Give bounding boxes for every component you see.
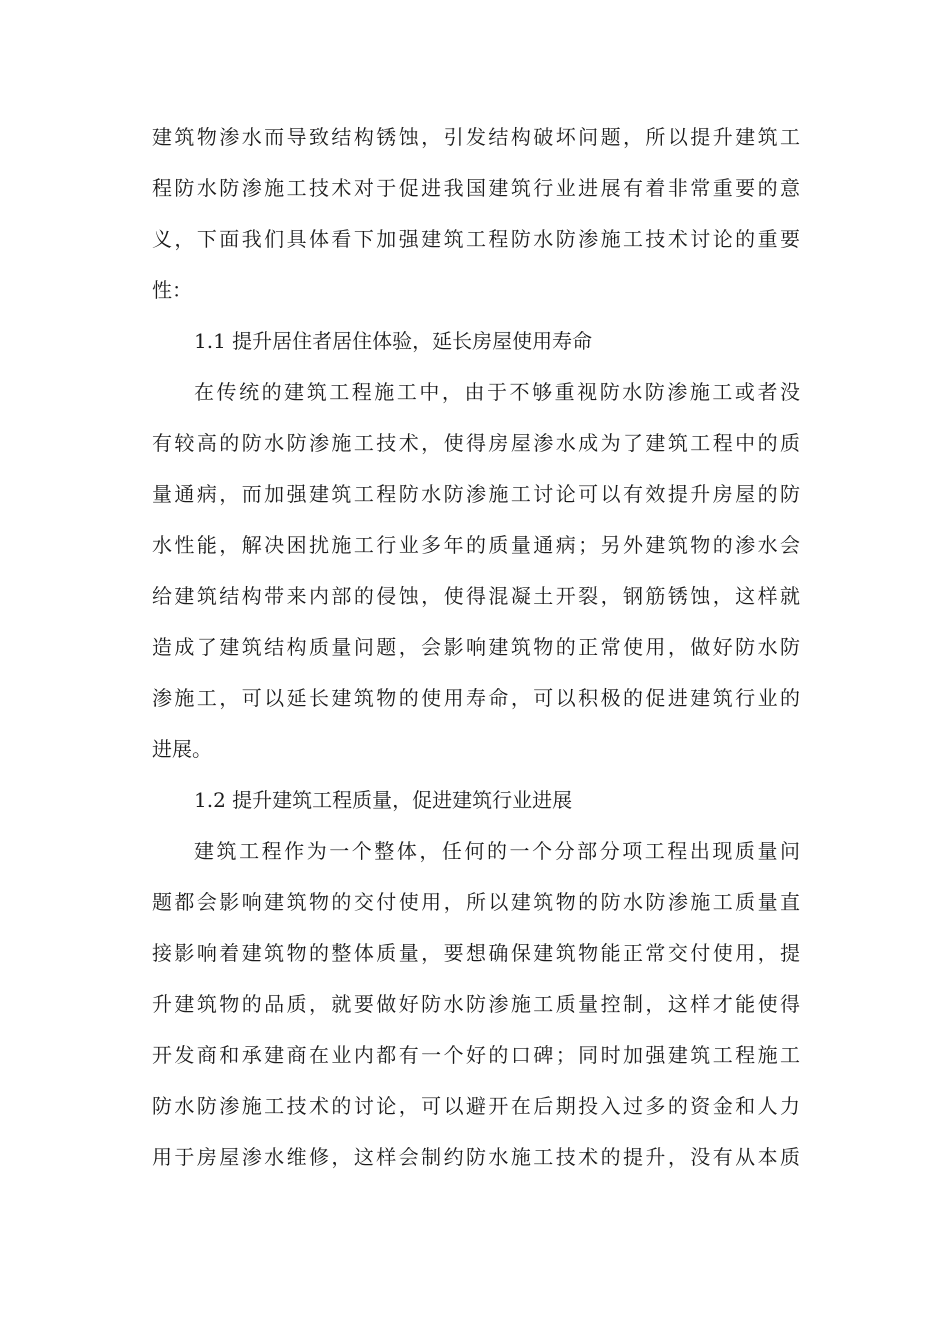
text-line: 在传统的建筑工程施工中，由于不够重视防水防渗施工或者没 bbox=[194, 380, 800, 404]
text-line: 升建筑物的品质，就要做好防水防渗施工质量控制，这样才能使得 bbox=[152, 992, 800, 1016]
text-line: 防水防渗施工技术的讨论，可以避开在后期投入过多的资金和人力 bbox=[152, 1094, 800, 1118]
text-line: 题都会影响建筑物的交付使用，所以建筑物的防水防渗施工质量直 bbox=[152, 890, 800, 914]
text-line: 性： bbox=[152, 278, 192, 302]
text-line: 渗施工，可以延长建筑物的使用寿命，可以积极的促进建筑行业的 bbox=[152, 686, 800, 710]
document-body bbox=[152, 112, 800, 1183]
text-line: 给建筑结构带来内部的侵蚀，使得混凝土开裂，钢筋锈蚀，这样就 bbox=[152, 584, 800, 608]
text-line: 建筑工程作为一个整体，任何的一个分部分项工程出现质量问 bbox=[194, 839, 800, 863]
text-line: 量通病，而加强建筑工程防水防渗施工讨论可以有效提升房屋的防 bbox=[152, 482, 800, 506]
text-line: 程防水防渗施工技术对于促进我国建筑行业进展有着非常重要的意 bbox=[152, 176, 800, 200]
text-line: 接影响着建筑物的整体质量，要想确保建筑物能正常交付使用，提 bbox=[152, 941, 800, 965]
section-heading-1-2: 1.2 提升建筑工程质量，促进建筑行业进展 bbox=[194, 788, 573, 812]
text-line: 建筑物渗水而导致结构锈蚀，引发结构破坏问题，所以提升建筑工 bbox=[152, 125, 800, 149]
text-line: 义，下面我们具体看下加强建筑工程防水防渗施工技术讨论的重要 bbox=[152, 227, 800, 251]
section-heading-1-1: 1.1 提升居住者居住体验，延长房屋使用寿命 bbox=[194, 329, 593, 353]
text-line: 有较高的防水防渗施工技术，使得房屋渗水成为了建筑工程中的质 bbox=[152, 431, 800, 455]
text-line: 造成了建筑结构质量问题，会影响建筑物的正常使用，做好防水防 bbox=[152, 635, 800, 659]
text-line: 水性能，解决困扰施工行业多年的质量通病；另外建筑物的渗水会 bbox=[152, 533, 800, 557]
text-line: 进展。 bbox=[152, 737, 212, 761]
text-line: 开发商和承建商在业内都有一个好的口碑；同时加强建筑工程施工 bbox=[152, 1043, 800, 1067]
text-line: 用于房屋渗水维修，这样会制约防水施工技术的提升，没有从本质 bbox=[152, 1145, 800, 1169]
